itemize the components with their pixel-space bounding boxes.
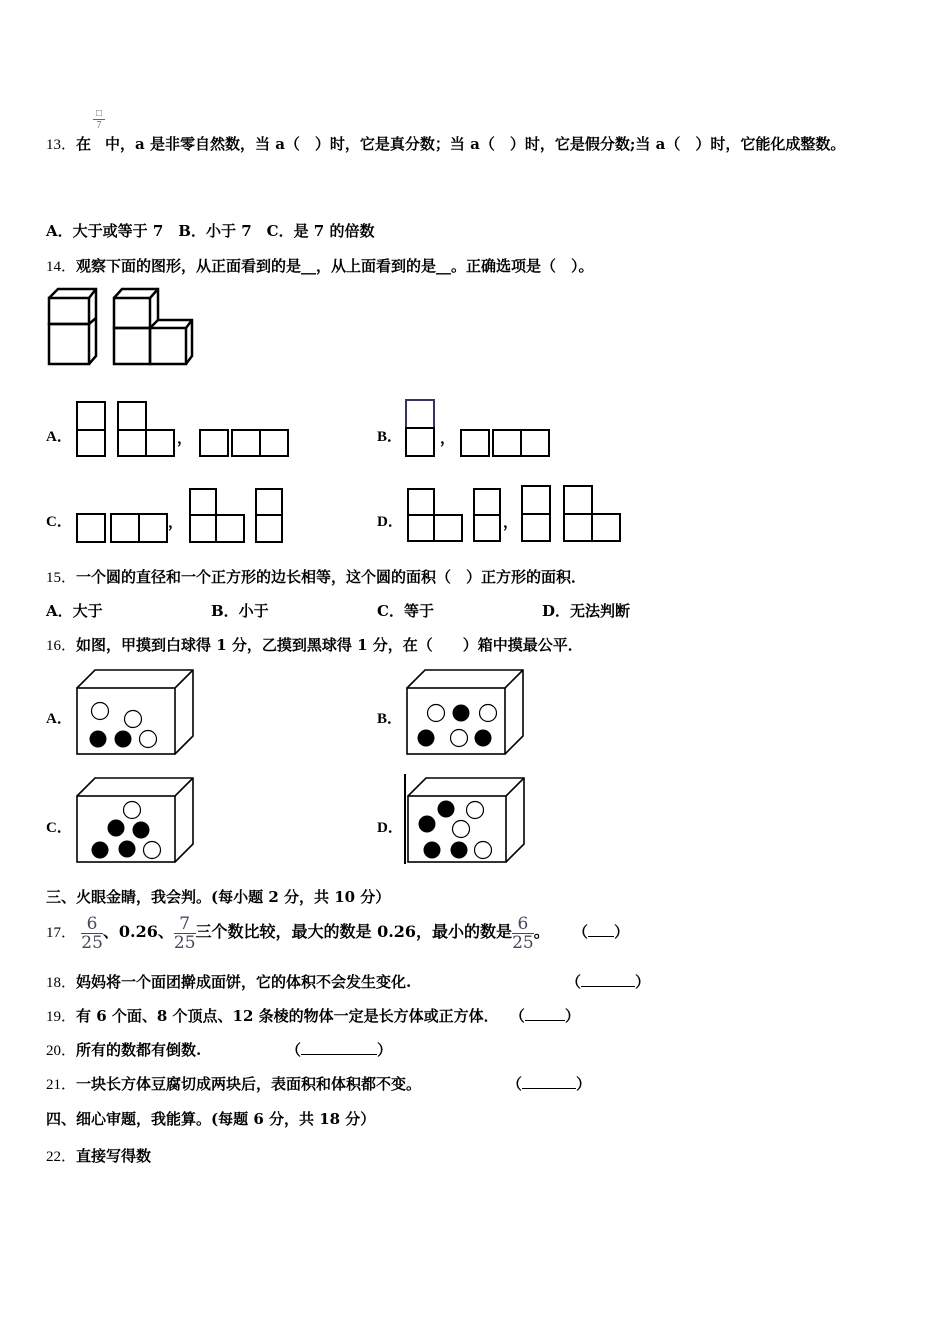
q13-options: A．大于或等于 7 B．小于 7 C．是 7 的倍数 [46,222,375,240]
q15-option-b: B．小于 [211,602,269,620]
question-number: 19． [46,1009,77,1025]
q14-cube-figure [46,286,196,370]
q13-fraction-numerator: □ [93,108,105,120]
q14-option-a-label: A． [46,429,72,445]
q13-text: 中，a 是非零自然数，当 a（ ）时，它是真分数；当 a（ ）时，它是假分数;当 a（ ）时，它能化成整数。 [105,135,846,153]
q21-answer-blank[interactable] [522,1074,576,1089]
question-number: 17． [46,925,77,941]
question-14 [46,256,594,277]
q15-option-d: D．无法判断 [542,602,631,620]
q15-option-c: C．等于 [377,602,434,620]
q15-option-a: A．大于 [46,602,103,620]
question-number: 14． [46,259,77,275]
question-22 [46,1146,151,1167]
q14-option-d-comma: ， [503,513,519,531]
question-number: 21． [46,1077,77,1093]
question-number: 20． [46,1043,77,1059]
q21-answer: （ ） [507,1075,592,1093]
q14-option-b-comma: ， [440,429,456,447]
q16-option-d-label: D． [377,820,403,836]
question-18 [46,972,411,993]
q20-answer: （ ） [286,1041,393,1059]
q17-fraction-1: $\frac{6}{25}$ [81,913,103,953]
q16-text: 如图，甲摸到白球得 1 分，乙摸到黑球得 1 分，在（ ）箱中摸最公平． [76,636,583,654]
question-number: 13． [46,137,77,153]
question-13 [46,134,845,155]
q18-text: 妈妈将一个面团擀成面饼，它的体积不会发生变化. [76,973,412,991]
q19-text: 有 6 个面、8 个顶点、12 条棱的物体一定是长方体或正方体． [76,1007,499,1025]
q17-text: 三个数比较，最大的数是 0.26，最小的数是 [195,922,513,941]
q15-text: 一个圆的直径和一个正方形的边长相等，这个圆的面积（ ）正方形的面积． [76,568,587,586]
q16-box-c [76,776,196,866]
q13-text-before: 在 [76,135,92,153]
question-20 [46,1040,201,1061]
question-15 [46,567,586,588]
q14-text: 观察下面的图形，从正面看到的是__，从上面看到的是__。正确选项是（ ）。 [76,257,594,275]
q17-fraction-2: $\frac{7}{25}$ [173,913,196,953]
q21-text: 一块长方体豆腐切成两块后，表面积和体积都不变。 [76,1075,422,1093]
q14-option-b-figure [405,398,555,462]
question-number: 22． [46,1149,77,1165]
question-number: 18． [46,975,77,991]
q16-option-a-label: A． [46,711,72,727]
question-17: 17． $\frac{6}{25}$ 、0.26、 $\frac{7}{25}$ 三个数比较，最大的数是 0.26，最小的数是 $\frac{6}{25}$ 。 （ ） [46,913,629,953]
q16-option-c-label: C． [46,820,72,836]
question-number: 16． [46,638,77,654]
q22-text: 直接写得数 [76,1147,152,1165]
q17-fraction-3: $\frac{6}{25}$ [512,913,534,953]
q16-box-a [76,668,196,758]
q16-box-d [404,774,528,866]
q17-text-end: 。 [533,922,550,941]
q14-option-c-comma: ， [168,513,184,531]
q13-fraction-denominator: 7 [96,120,102,131]
q13-fraction [93,108,105,131]
question-number: 15． [46,570,77,586]
q16-option-b-label: B． [377,711,403,727]
q14-option-c-label: C． [46,514,72,530]
q17-answer-blank[interactable] [588,922,614,937]
q14-option-b-label: B． [377,429,403,445]
question-21 [46,1074,421,1095]
q17-separator: 、0.26、 [102,922,174,941]
section-3-title: 三、火眼金睛，我会判。(每小题 2 分，共 10 分） [46,888,391,906]
q14-option-c-figure [76,486,296,550]
question-19: 19．有 6 个面、8 个顶点、12 条棱的物体一定是长方体或正方体． （ ） [46,1007,580,1025]
q20-answer-blank[interactable] [301,1040,377,1055]
q20-text: 所有的数都有倒数. [76,1041,202,1059]
q18-answer-blank[interactable] [581,972,635,987]
q16-box-b [406,668,526,758]
q14-option-d-label: D． [377,514,403,530]
section-4-title: 四、细心审题，我能算。(每题 6 分，共 18 分） [46,1110,376,1128]
question-16 [46,635,583,656]
q19-answer-blank[interactable] [525,1006,565,1021]
q18-answer: （ ） [566,973,651,991]
q14-option-a-comma: ， [177,429,193,447]
